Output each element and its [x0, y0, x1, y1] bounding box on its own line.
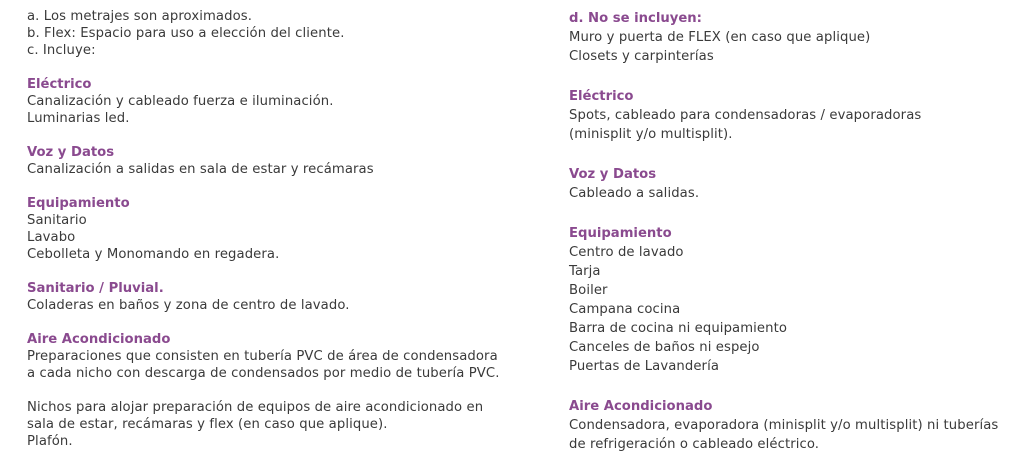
section-line: Muro y puerta de FLEX (en caso que aplique)	[569, 30, 871, 45]
section-line: Spots, cableado para condensadoras / evaporadoras	[569, 108, 922, 123]
left-column	[27, 0, 517, 450]
section-line: a cada nicho con descarga de condensados por medio de tubería PVC.	[27, 366, 500, 381]
section-line: Boiler	[569, 283, 608, 298]
section-line: Coladeras en baños y zona de centro de lavado.	[27, 298, 350, 313]
section-line: Centro de lavado	[569, 245, 684, 260]
section-line: Cebolleta y Monomando en regadera.	[27, 247, 280, 262]
section-line: Tarja	[569, 264, 601, 279]
section-nichos	[27, 399, 517, 450]
section-equipamiento-right	[569, 224, 1009, 376]
section-heading: Eléctrico	[27, 77, 92, 92]
intro-item-b: b. Flex: Espacio para uso a elección del cliente.	[27, 26, 345, 41]
section-line: Closets y carpinterías	[569, 49, 714, 64]
section-heading: Aire Acondicionado	[569, 399, 713, 414]
section-line: (minisplit y/o multisplit).	[569, 127, 733, 142]
section-line: Puertas de Lavandería	[569, 359, 720, 374]
section-line: Cableado a salidas.	[569, 186, 700, 201]
section-line: sala de estar, recámaras y flex (en caso que aplique).	[27, 417, 388, 432]
section-electrico-right	[569, 87, 1009, 144]
section-line: Canceles de baños ni espejo	[569, 340, 760, 355]
section-line: Sanitario	[27, 213, 87, 228]
section-line: de refrigeración o cableado eléctrico.	[569, 437, 820, 452]
section-heading: Equipamiento	[27, 196, 130, 211]
section-line: Canalización y cableado fuerza e iluminación.	[27, 94, 334, 109]
section-line: Campana cocina	[569, 302, 681, 317]
section-equipamiento	[27, 195, 517, 263]
section-aire-acondicionado-right	[569, 397, 1009, 454]
section-sanitario-pluvial	[27, 280, 517, 314]
section-line: Canalización a salidas en sala de estar y recámaras	[27, 162, 374, 177]
right-column	[569, 0, 1009, 454]
section-aire-acondicionado	[27, 331, 517, 382]
section-line: Nichos para alojar preparación de equipos de aire acondicionado en	[27, 400, 484, 415]
intro-list	[27, 8, 517, 59]
section-heading: d. No se incluyen:	[569, 11, 702, 26]
intro-item-a: a. Los metrajes son aproximados.	[27, 9, 253, 24]
section-voz-datos	[27, 144, 517, 178]
section-line: Preparaciones que consisten en tubería PVC de área de condensadora	[27, 349, 498, 364]
section-heading: Sanitario / Pluvial.	[27, 281, 164, 296]
section-voz-datos-right	[569, 165, 1009, 203]
section-heading: Aire Acondicionado	[27, 332, 171, 347]
section-line: Luminarias led.	[27, 111, 130, 126]
section-line: Plafón.	[27, 434, 73, 449]
section-line: Lavabo	[27, 230, 76, 245]
section-heading: Voz y Datos	[569, 167, 657, 182]
intro-item-c: c. Incluye:	[27, 43, 96, 58]
section-heading: Equipamiento	[569, 226, 672, 241]
section-line: Condensadora, evaporadora (minisplit y/o multisplit) ni tuberías	[569, 418, 999, 433]
section-no-incluyen	[569, 9, 1009, 66]
section-electrico	[27, 76, 517, 127]
section-line: Barra de cocina ni equipamiento	[569, 321, 788, 336]
section-heading: Eléctrico	[569, 89, 634, 104]
section-heading: Voz y Datos	[27, 145, 115, 160]
